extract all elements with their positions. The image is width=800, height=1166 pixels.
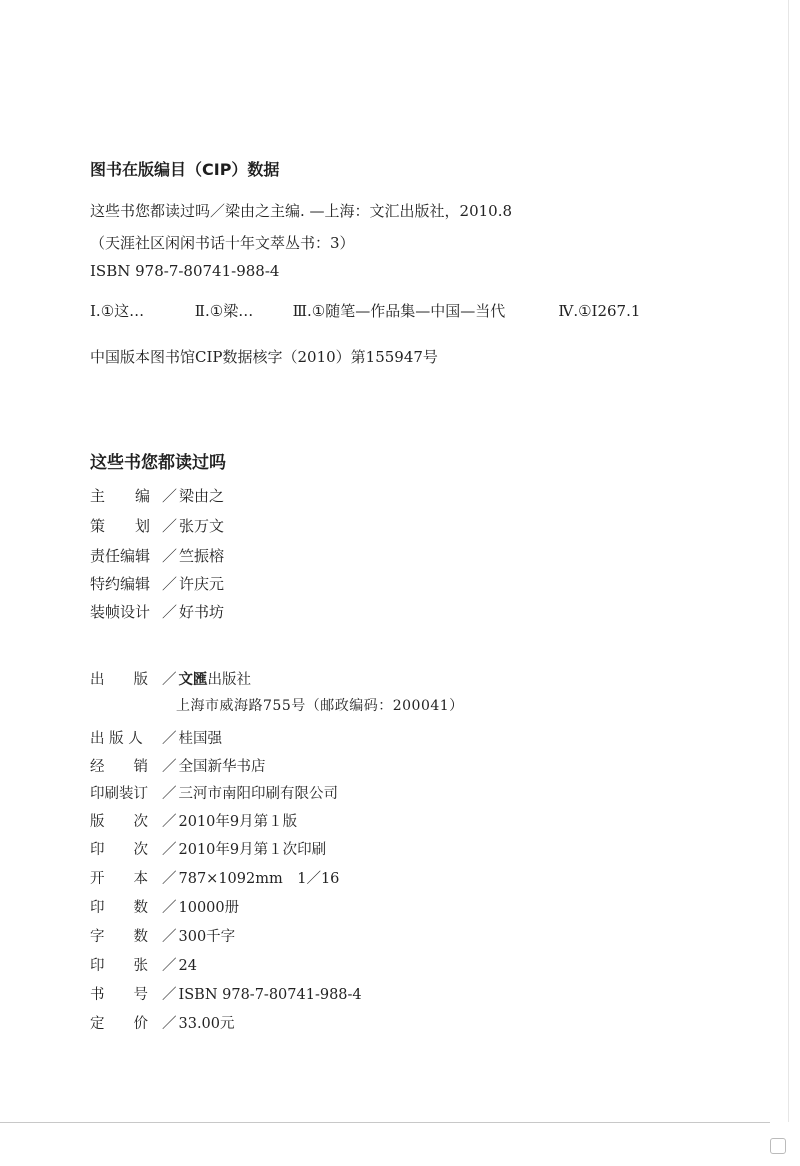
publisher-logo: 文匯 [178,671,208,688]
credit-value: 张万文 [179,517,225,535]
credit-label: 装帧设计 [90,603,151,621]
pub-label: 印 次 [90,842,148,858]
pub-row: 书 号 ／ ISBN 978-7-80741-988-4 [90,983,362,1004]
cip-class-1: Ⅰ.①这… [90,302,145,320]
credit-row: 主 编 ／ 梁由之 [90,487,225,505]
credit-value: 许庆元 [179,575,225,593]
pub-row: 出 版 人 ／ 桂国强 [90,727,222,748]
credit-value: 梁由之 [179,487,225,505]
credit-row: 策 划 ／ 张万文 [90,517,225,535]
pub-row: 印 张 ／ 24 [90,954,197,975]
pub-label: 印 张 [90,958,148,974]
pub-value: 300千字 [178,929,236,945]
pub-label: 定 价 [90,1016,148,1032]
cip-class-4: Ⅳ.①I267.1 [558,302,641,320]
credit-row: 特约编辑 ／ 许庆元 [90,575,225,593]
pub-value: 2010年9月第１次印刷 [178,842,327,858]
pub-row: 印 次 ／ 2010年9月第１次印刷 [90,838,326,859]
publisher-address: 上海市威海路755号（邮政编码：200041） [176,698,464,714]
pub-row: 印刷装订 ／ 三河市南阳印刷有限公司 [90,782,338,803]
pub-value: ISBN 978-7-80741-988-4 [178,987,362,1003]
pub-value: 全国新华书店 [178,759,266,775]
publisher-row: 出 版 ／ 文匯出版社 [90,668,251,689]
pub-label: 字 数 [90,929,148,945]
credit-row: 装帧设计 ／ 好书坊 [90,603,225,621]
credit-value: 竺振榕 [179,547,225,565]
pub-label: 出 版 人 [90,731,143,747]
pub-label: 书 号 [90,987,148,1003]
pub-row: 定 价 ／ 33.00元 [90,1012,235,1033]
cip-citation: 这些书您都读过吗／梁由之主编. —上海：文汇出版社，2010.8 [90,202,513,220]
credit-value: 好书坊 [179,603,225,621]
cip-class-3: Ⅲ.①随笔—作品集—中国—当代 [292,302,506,320]
credit-label: 主 编 [90,487,151,505]
pub-label: 出 版 [90,672,148,688]
pub-row: 版 次 ／ 2010年9月第１版 [90,810,297,831]
pub-value: 787×1092mm 1／16 [178,871,340,887]
pub-label: 开 本 [90,871,148,887]
credit-label: 责任编辑 [90,547,151,565]
credit-row: 责任编辑 ／ 竺振榕 [90,547,225,565]
credit-label: 策 划 [90,517,151,535]
pub-label: 印 数 [90,900,148,916]
pub-label: 印刷装订 [90,786,148,802]
cip-series: （天涯社区闲闲书话十年文萃丛书：3） [90,234,355,252]
cip-record-number: 中国版本图书馆CIP数据核字（2010）第155947号 [90,348,438,366]
pub-row: 印 数 ／ 10000册 [90,896,239,917]
cip-class-2: Ⅱ.①梁… [194,302,254,320]
pub-value: 33.00元 [178,1016,235,1032]
pub-value: 桂国强 [178,731,222,747]
cip-heading: 图书在版编目（CIP）数据 [90,160,280,179]
page-edge-right [788,0,789,1122]
pub-label: 版 次 [90,814,148,830]
scan-corner-mark [770,1138,786,1154]
pub-row: 开 本 ／ 787×1092mm 1／16 [90,867,339,888]
cip-classifications [90,300,640,321]
page-edge-bottom [0,1122,770,1123]
credit-label: 特约编辑 [90,575,151,593]
pub-value: 三河市南阳印刷有限公司 [178,786,338,802]
pub-label: 经 销 [90,759,148,775]
pub-row: 经 销 ／ 全国新华书店 [90,755,266,776]
pub-row: 字 数 ／ 300千字 [90,925,235,946]
pub-value: 24 [178,958,197,974]
publisher-suffix: 出版社 [207,672,251,688]
book-title: 这些书您都读过吗 [90,453,226,473]
pub-value: 10000册 [178,900,240,916]
pub-value: 2010年9月第１版 [178,814,298,830]
cip-isbn: ISBN 978-7-80741-988-4 [90,262,280,280]
